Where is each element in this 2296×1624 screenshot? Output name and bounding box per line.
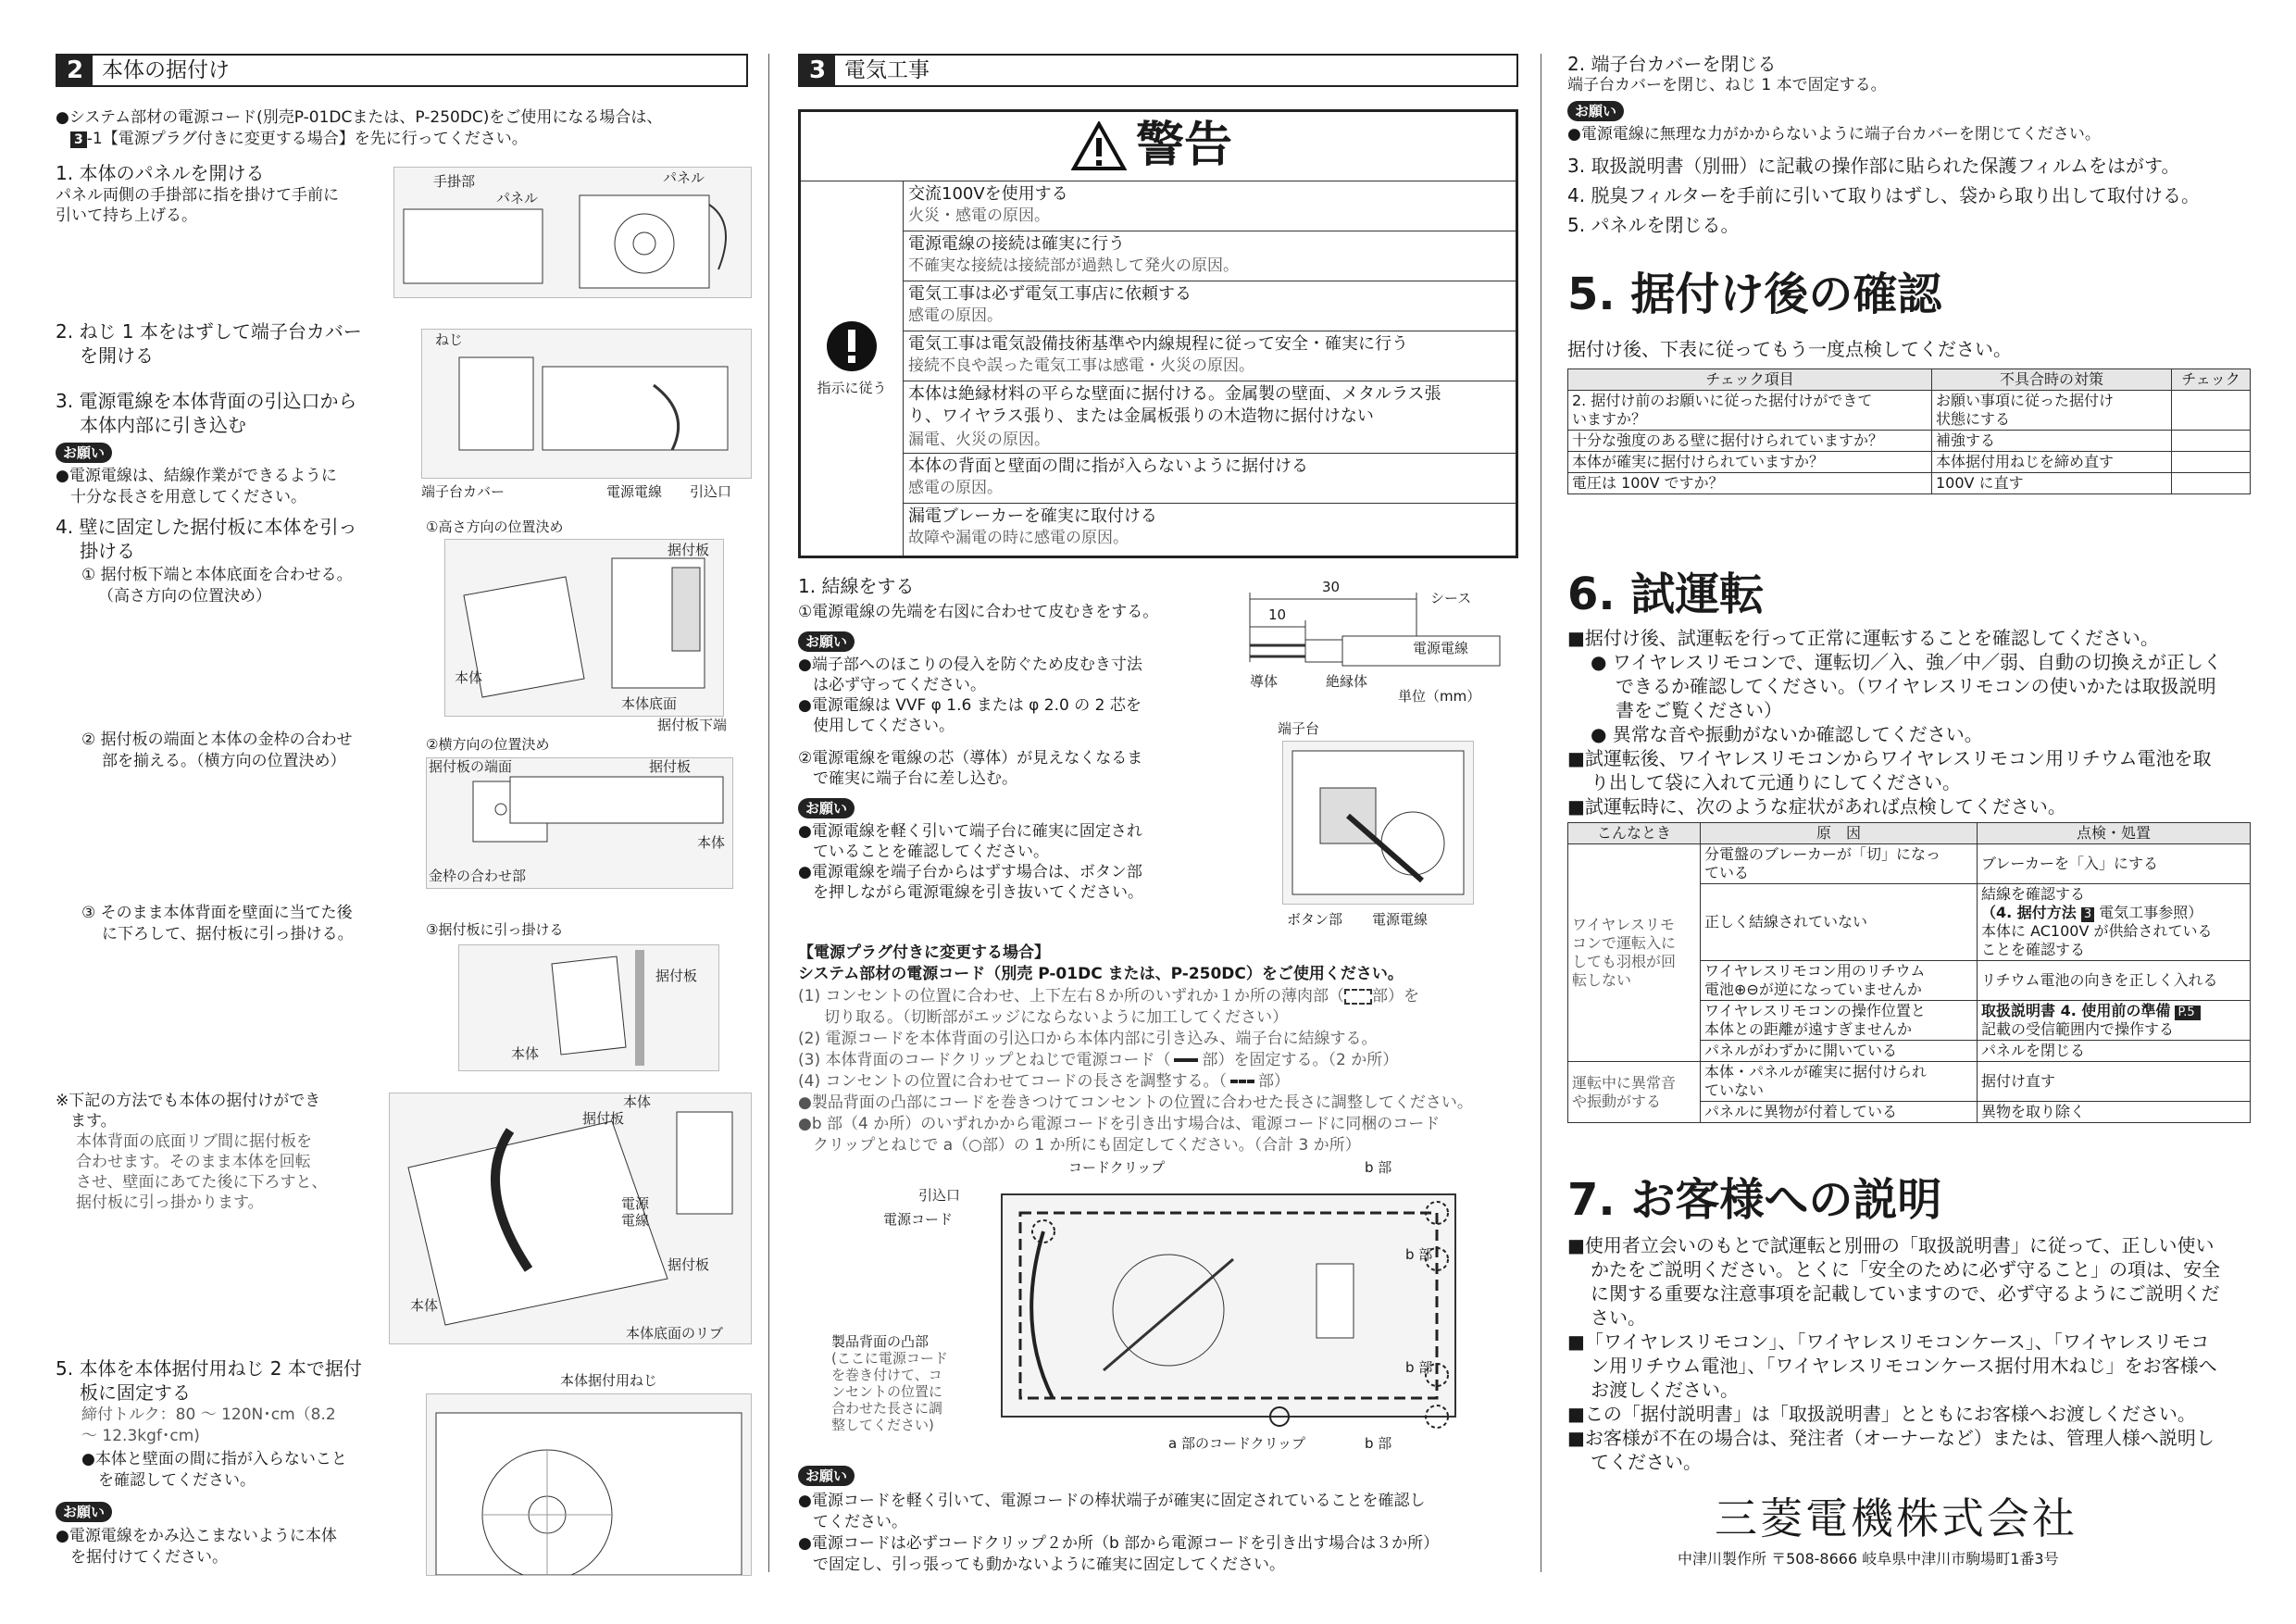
note-text: ていることを確認してください。 — [813, 843, 1049, 861]
alt-method: 合わせます。そのまま本体を回転 — [76, 1153, 311, 1171]
warning-sub: 漏電、火災の原因。 — [908, 431, 1050, 449]
company-address: 中津川製作所 〒508-8666 岐阜県中津川市駒場町1番3号 — [1678, 1550, 2059, 1568]
section-2-header — [56, 54, 748, 87]
test-run-text: ● ワイヤレスリモコンで、運転切／入、強／中／弱、自動の切換えが正しく — [1591, 651, 2223, 673]
cell-text: 転しない — [1572, 971, 1632, 989]
table-row — [1568, 1062, 2251, 1102]
warning-title: 警告 — [1136, 118, 1233, 173]
test-run-text: ■試運転後、ワイヤレスリモコンからワイヤレスリモコン用リチウム電池を取 — [1567, 747, 2212, 769]
figure-label: パネル — [496, 190, 539, 206]
note-text: ●電源電線に無理な力がかからないように端子台カバーを閉じてください。 — [1567, 125, 2101, 144]
explain-text: ■この「据付説明書」は「取扱説明書」とともにお客様へお渡しください。 — [1567, 1403, 2196, 1425]
figure-label: b 部 — [1405, 1246, 1433, 1263]
test-run-text: ■据付け後、試運転を行って正常に運転することを確認してください。 — [1567, 627, 2159, 649]
warning-main: り、ワイヤラス張り、または金属板張りの木造物に据付けない — [908, 406, 1374, 426]
wiring-step-b: ②電源電線を電線の芯（導体）が見えなくなるま — [798, 749, 1143, 768]
request-badge: お願い — [798, 631, 855, 652]
warning-main: 電気工事は電気設備技術基準や内線規程に従って安全・確実に行う — [908, 334, 1408, 354]
check-cell[interactable] — [2172, 452, 2251, 473]
cell-text: 記載の受信範囲内で操作する — [1981, 1020, 2175, 1038]
step-4-b: ② 据付板の端面と本体の金枠の合わせ — [81, 731, 353, 749]
figure-label: a 部のコードクリップ — [1168, 1435, 1306, 1452]
table-row — [1568, 473, 2251, 494]
figure-label: b 部 — [1365, 1435, 1392, 1452]
cell-text: や振動がする — [1572, 1092, 1662, 1110]
note-text: ●電源コードを軽く引いて、電源コードの棒状端子が確実に固定されていることを確認し — [798, 1492, 1426, 1510]
alt-install-illustration — [390, 1093, 751, 1343]
figure-hook — [458, 944, 719, 1071]
check-cell[interactable] — [2172, 473, 2251, 494]
cause-cell — [1701, 1062, 1978, 1102]
warning-sub: 感電の原因。 — [908, 479, 1003, 497]
figure-label: 電源 — [621, 1195, 650, 1212]
warning-main: 本体の背面と壁面の間に指が入らないように据付ける — [908, 456, 1308, 476]
step-4-c-2: に下ろして、据付板に引っ掛ける。 — [102, 925, 354, 943]
warning-row — [903, 231, 1516, 281]
section-5-intro: 据付け後、下表に従ってもう一度点検してください。 — [1567, 338, 2012, 360]
warning-main: 電源電線の接続は確実に行う — [908, 234, 1125, 254]
step-4-title: 4. 壁に固定した据付板に本体を引っ — [56, 516, 357, 538]
figure-side-align — [426, 757, 733, 889]
figure-label: 本体底面 — [621, 695, 678, 712]
fix-cell: 異物を取り除く — [1978, 1102, 2251, 1123]
figure-height-align — [444, 539, 724, 717]
plug-subtitle: システム部材の電源コード（別売 P-01DC または、P-250DC）をご使用ください。 — [798, 965, 1404, 983]
test-run-text: り出して袋に入れて元通りにしてください。 — [1591, 771, 1961, 793]
intro-line: ●システム部材の電源コード(別売P-01DCまたは、P-250DC)をご使用になる場合は、 — [56, 108, 663, 127]
unit-label: 単位（mm） — [1398, 688, 1481, 705]
note-text: ●電源電線は VVF φ 1.6 または φ 2.0 の 2 芯を — [798, 696, 1142, 715]
table-row — [1568, 391, 2251, 431]
cell-text: ている — [1704, 864, 1750, 881]
symptom-cell — [1568, 844, 1701, 1062]
table-cell: 十分な強度のある壁に据付けられていますか？ — [1568, 431, 1932, 452]
figure-label: b 部 — [1405, 1359, 1433, 1376]
ref-badge: 3 — [70, 131, 87, 148]
note-text: は必ず守ってください。 — [813, 676, 986, 694]
figure-label: b 部 — [1365, 1159, 1392, 1176]
cell-text: ことを確認する — [1981, 941, 2086, 958]
step-5-title-2: 板に固定する — [80, 1381, 191, 1404]
table-header: 原 因 — [1701, 823, 1978, 844]
figure-label: 据付板 — [668, 542, 710, 558]
wire-label: 絶縁体 — [1326, 673, 1368, 690]
plug-step-text: (2) 電源コードを本体背面の引込口から本体内部に引き込み、端子台に結線する。 — [798, 1030, 1378, 1048]
ref-badge: 3 — [2081, 907, 2094, 922]
figure-label: パネル — [663, 169, 705, 186]
dimension-label: 10 — [1268, 606, 1287, 623]
cell-text: ワイヤレスリモ — [1572, 916, 1675, 933]
note-text: ●電源電線をかみ込こまないように本体 — [56, 1527, 337, 1545]
note-text: を押しながら電源電線を引き抜いてください。 — [813, 883, 1143, 902]
alt-method: 据付板に引っ掛かります。 — [76, 1193, 264, 1212]
figure-label: 製品背面の凸部 — [831, 1333, 930, 1350]
note-text: ●電源電線を軽く引いて端子台に確実に固定され — [798, 822, 1142, 841]
cell-text: お願い事項に従った据付け — [1936, 392, 2115, 409]
figure-label: 電線 — [621, 1212, 650, 1229]
wire-label: シース — [1430, 590, 1472, 606]
fix-cell: 据付け直す — [1978, 1062, 2251, 1102]
warning-sub: 故障や漏電の時に感電の原因。 — [908, 529, 1129, 547]
table-header: 不具合時の対策 — [1932, 369, 2172, 391]
cause-cell: パネルに異物が付着している — [1701, 1102, 1978, 1123]
warning-main: 電気工事は必ず電気工事店に依頼する — [908, 284, 1192, 304]
step-1-body: パネル両側の手掛部に指を掛けて手前に — [56, 186, 339, 205]
post-install-check-table — [1567, 369, 2251, 494]
figure-terminal-block — [1282, 741, 1474, 905]
section-title: 電気工事 — [844, 58, 930, 82]
cell-text: 2. 据付け前のお願いに従った据付けができて — [1572, 392, 1873, 409]
note-text: を据付けてください。 — [70, 1548, 228, 1567]
note-text: ●端子部へのほこりの侵入を防ぐため皮むき寸法 — [798, 656, 1142, 674]
step-1-body-2: 引いて持ち上げる。 — [56, 206, 197, 225]
plug-step-text: クリップとねじで a（○部）の 1 か所にも固定してください。（合計 3 か所） — [813, 1136, 1361, 1155]
warning-row — [903, 331, 1516, 381]
company-name: 三菱電機株式会社 — [1715, 1493, 2078, 1543]
figure-label: 合わせた長さに調 — [831, 1400, 943, 1417]
torque-text: 締付トルク：80 ～ 120N･cm（8.2 — [81, 1405, 336, 1424]
step-4-b-2: 部を揃える。（横方向の位置決め） — [102, 752, 346, 770]
plug-step-1 — [798, 986, 1419, 1007]
table-cell: 電圧は 100V ですか？ — [1568, 473, 1932, 494]
note-text: ●電源電線は、結線作業ができるように — [56, 467, 337, 485]
figure-label: 端子台カバー — [421, 483, 505, 500]
figure-label: 手掛部 — [433, 173, 476, 190]
troubleshoot-table — [1567, 822, 2251, 1123]
section-7-title: 7. お客様への説明 — [1567, 1174, 1942, 1226]
figure-caption: ②横方向の位置決め — [426, 736, 550, 753]
note-text: 十分な長さを用意してください。 — [70, 488, 306, 506]
test-run-text: ● 異常な音や振動がないか確認してください。 — [1591, 723, 1983, 745]
step-5-close: 5. パネルを閉じる。 — [1567, 214, 1740, 236]
step-4-title-2: 掛ける — [80, 540, 135, 562]
hook-illustration — [459, 945, 718, 1070]
figure-caption: ③据付板に引っ掛ける — [426, 921, 564, 938]
request-badge: お願い — [1567, 101, 1624, 121]
step-5-title: 5. 本体を本体据付用ねじ 2 本で据付 — [56, 1357, 362, 1380]
cell-text: ワイヤレスリモコン用のリチウム — [1704, 962, 1926, 980]
request-badge: お願い — [798, 798, 855, 818]
step-4-a: ① 据付板下端と本体底面を合わせる。 — [81, 566, 353, 584]
screws-illustration — [427, 1394, 751, 1575]
warning-row — [903, 503, 1516, 554]
figure-caption: ①高さ方向の位置決め — [426, 518, 564, 535]
step-4-a-2: （高さ方向の位置決め） — [98, 587, 271, 606]
figure-label: 据付板 — [582, 1110, 625, 1127]
note-text: 使用してください。 — [813, 717, 955, 735]
fix-cell: パネルを閉じる — [1978, 1041, 2251, 1062]
table-row — [1568, 844, 2251, 884]
step-3-title: 3. 電源電線を本体背面の引込口から — [56, 390, 357, 412]
explain-text: さい。 — [1591, 1306, 1646, 1329]
cell-text: いますか？ — [1572, 410, 1647, 428]
cell-text: 状態にする — [1936, 410, 2011, 428]
figure-label: コードクリップ — [1068, 1159, 1166, 1176]
table-cell — [1932, 391, 2172, 431]
section-number: 2 — [57, 56, 93, 85]
figure-label: 本体底面のリブ — [626, 1325, 724, 1342]
figure-label: 電源コード — [883, 1211, 954, 1228]
cause-cell — [1701, 844, 1978, 884]
plug-step-text: (1) コンセントの位置に合わせ、上下左右８か所のいずれか１か所の薄肉部（ — [798, 987, 1344, 1006]
intro-text: -1【電源プラグ付きに変更する場合】を先に行ってください。 — [86, 130, 528, 148]
table-header: チェック項目 — [1568, 369, 1932, 391]
plug-step-text: ●製品背面の凸部にコードを巻きつけてコンセントの位置に合わせた長さに調整してください。 — [798, 1093, 1473, 1112]
dimension-label: 30 — [1322, 579, 1341, 595]
warning-box — [798, 109, 1518, 558]
plug-title: 【電源プラグ付きに変更する場合】 — [798, 943, 1050, 962]
alt-method: させ、壁面にあてた後に下ろすと、 — [76, 1173, 328, 1192]
warning-sub: 不確実な接続は接続部が過熱して発火の原因。 — [908, 256, 1239, 275]
explain-text: ン用リチウム電池」、「ワイヤレスリモコンケース据付用木ねじ」をお客様へ — [1591, 1355, 2217, 1377]
explain-text: に関する重要な注意事項を記載していますので、必ず守るようにご説明くだ — [1591, 1282, 2220, 1305]
table-cell: 本体据付用ねじを締め直す — [1932, 452, 2172, 473]
figure-label: ねじ — [435, 331, 464, 348]
cell-text: 結線を確認する — [1981, 885, 2086, 903]
figure-back-view — [798, 1157, 1518, 1458]
figure-label: 据付板下端 — [657, 717, 728, 733]
test-run-text: ■試運転時に、次のような症状があれば点検してください。 — [1567, 795, 2066, 818]
cause-cell — [1701, 961, 1978, 1001]
step-3-title-2: 本体内部に引き込む — [80, 414, 246, 436]
section-3-header — [798, 54, 1518, 87]
figure-label: 本体 — [410, 1297, 439, 1314]
figure-label: 整してください) — [831, 1417, 934, 1433]
explain-text: てください。 — [1591, 1451, 1702, 1473]
table-row — [1568, 452, 2251, 473]
note-text: ●電源コードは必ずコードクリップ２か所（b 部から電源コードを引き出す場合は３か所） — [798, 1534, 1440, 1553]
cause-cell — [1701, 1001, 1978, 1041]
check-cell[interactable] — [2172, 391, 2251, 431]
step-3-film: 3. 取扱説明書（別冊）に記載の操作部に貼られた保護フィルムをはがす。 — [1567, 155, 2180, 177]
alt-method: ※下記の方法でも本体の据付けができ — [56, 1092, 321, 1110]
figure-label: 据付板 — [655, 968, 698, 984]
figure-label: 引込口 — [690, 483, 732, 500]
section-5-title: 5. 据付け後の確認 — [1567, 269, 1942, 320]
cause-cell: パネルがわずかに開いている — [1701, 1041, 1978, 1062]
warning-row — [903, 453, 1516, 504]
warning-row — [903, 281, 1516, 331]
step-2-close-title: 2. 端子台カバーを閉じる — [1567, 53, 1777, 75]
figure-label: 金枠の合わせ部 — [429, 868, 527, 884]
step-2-close-body: 端子台カバーを閉じ、ねじ 1 本で固定する。 — [1567, 76, 1887, 94]
warning-header — [801, 112, 1516, 181]
thin-part-symbol — [1344, 989, 1372, 1005]
test-run-text: 書をご覧ください） — [1616, 699, 1782, 721]
cell-text: ていない — [1704, 1081, 1765, 1099]
warning-triangle-icon — [1071, 121, 1127, 171]
warning-sub: 感電の原因。 — [908, 306, 1003, 325]
figure-panel-open — [393, 167, 752, 298]
alt-method: 本体背面の底面リブ間に据付板を — [76, 1132, 312, 1151]
fix-cell — [1978, 1001, 2251, 1041]
plug-step-text: 部）を — [1371, 987, 1419, 1006]
warning-sub: 接続不良や誤った電気工事は感電・火災の原因。 — [908, 356, 1254, 375]
warning-main: 交流100Vを使用する — [908, 184, 1068, 204]
test-run-text: できるか確認してください。（ワイヤレスリモコンの使いかたは取扱説明 — [1616, 675, 2216, 697]
terminal-illustration — [422, 330, 751, 478]
fix-cell: ブレーカーを「入」にする — [1978, 844, 2251, 884]
cell-text: 電気工事参照） — [2099, 904, 2203, 921]
figure-screws — [426, 1393, 752, 1576]
warning-icon-label: 指示に従う — [817, 380, 887, 396]
plug-step-text: ●b 部（4 か所）のいずれかから電源コードを引き出す場合は、電源コードに同梱のコード — [798, 1115, 1441, 1133]
cell-text: 分電盤のブレーカーが「切」になっ — [1704, 845, 1941, 863]
cell-text: 本体・パネルが確実に据付けられ — [1704, 1063, 1928, 1081]
figure-label: を巻き付けて、コ — [831, 1367, 942, 1383]
solid-line-symbol — [1174, 1058, 1198, 1062]
figure-label: 本体 — [697, 834, 726, 851]
figure-label: 本体据付用ねじ — [560, 1372, 658, 1389]
plug-step-text: 切り取る。（切断部がエッジにならないように加工してください） — [824, 1008, 1289, 1027]
page-ref-badge: P.5 — [2175, 1006, 2200, 1020]
figure-label: 端子台 — [1278, 720, 1320, 737]
table-header: こんなとき — [1568, 823, 1701, 844]
alt-method: ます。 — [70, 1112, 117, 1131]
request-badge: お願い — [798, 1466, 855, 1486]
figure-label: 本体 — [455, 669, 483, 686]
request-badge: お願い — [56, 1502, 112, 1522]
figure-label: ンセントの位置に — [831, 1383, 943, 1400]
note-text: ●電源電線を端子台からはずす場合は、ボタン部 — [798, 863, 1142, 881]
plug-step-text: 部） — [1257, 1072, 1290, 1091]
wiring-step-a: ①電源電線の先端を右図に合わせて皮むきをする。 — [798, 603, 1159, 621]
explain-text: かたをご説明ください。とくに「安全のために必ず守ること」の項は、安全 — [1591, 1258, 2220, 1280]
terminal-block-illustration — [1283, 742, 1473, 904]
intro-line-2 — [70, 129, 528, 150]
warning-sub: 火災・感電の原因。 — [908, 206, 1050, 225]
cell-text: ワイヤレスリモコンの操作位置と — [1704, 1002, 1926, 1019]
check-cell[interactable] — [2172, 431, 2251, 452]
step-4-filter: 4. 脱臭フィルターを手前に引いて取りはずし、袋から取り出して取付ける。 — [1567, 184, 2201, 206]
step-5-note: を確認してください。 — [98, 1471, 256, 1490]
step-4-c: ③ そのまま本体背面を壁面に当てた後 — [81, 904, 353, 922]
cell-ref — [1981, 1002, 2246, 1020]
figure-label: 本体 — [623, 1093, 652, 1110]
warning-row — [903, 181, 1516, 231]
cell-ref — [1981, 904, 2246, 922]
figure-label: 引込口 — [918, 1187, 961, 1204]
torque-text: ～ 12.3kgf･cm) — [81, 1427, 200, 1445]
plug-step-text: (3) 本体背面のコードクリップとねじで電源コード（ — [798, 1051, 1171, 1069]
cell-text: 取扱説明書 4. 使用前の準備 — [1981, 1002, 2171, 1019]
table-cell: 本体が確実に据付けられていますか？ — [1568, 452, 1932, 473]
figure-label: 据付板 — [649, 758, 692, 775]
note-text: てください。 — [813, 1513, 907, 1531]
fix-cell — [1978, 884, 2251, 961]
wiring-step-b-2: で確実に端子台に差し込む。 — [813, 769, 1017, 788]
column-divider-1 — [768, 54, 769, 1572]
cell-text: 運転中に異常音 — [1572, 1073, 1677, 1092]
section-6-title: 6. 試運転 — [1567, 568, 1765, 620]
wiring-title: 1. 結線をする — [798, 575, 915, 597]
figure-label: 据付板 — [668, 1256, 710, 1273]
wire-strip-diagram — [1241, 579, 1509, 708]
section-number: 3 — [800, 56, 835, 85]
step-2-title: 2. ねじ 1 本をはずして端子台カバー — [56, 320, 362, 343]
request-badge: お願い — [56, 443, 112, 463]
height-align-illustration — [445, 540, 723, 716]
cell-text: 本体に AC100V が供給されている — [1981, 922, 2213, 940]
cause-cell: 正しく結線されていない — [1701, 884, 1978, 961]
dashed-line-symbol — [1230, 1080, 1254, 1083]
cell-text: 本体との距離が遠すぎませんか — [1704, 1020, 1913, 1038]
warning-main: 漏電ブレーカーを確実に取付ける — [908, 506, 1157, 526]
explain-text: ■お客様が不在の場合は、発注者（オーナーなど）または、管理人様へ説明し — [1567, 1427, 2215, 1449]
figure-label: 電源電線 — [606, 483, 663, 500]
table-cell: 100V に直す — [1932, 473, 2172, 494]
figure-terminal-cover — [421, 329, 752, 479]
figure-alt-install — [389, 1093, 752, 1344]
table-cell — [1568, 391, 1932, 431]
table-header: チェック — [2172, 369, 2251, 391]
plug-step-3 — [798, 1050, 1398, 1071]
wire-label: 電源電線 — [1413, 640, 1469, 656]
plug-step-text: 部）を固定する。（2 か所） — [1202, 1051, 1399, 1069]
step-5-note: ●本体と壁面の間に指が入らないこと — [81, 1450, 347, 1468]
warning-main: 本体は絶縁材料の平らな壁面に据付ける。金属製の壁面、メタルラス張 — [908, 384, 1441, 404]
symptom-cell — [1568, 1062, 1701, 1123]
figure-label: (ここに電源コード — [831, 1350, 948, 1367]
warning-icon-cell — [801, 181, 904, 556]
cell-text: しても羽根が回 — [1572, 953, 1677, 970]
table-row — [1568, 431, 2251, 452]
mandatory-instruction-icon — [826, 320, 878, 372]
warning-row — [903, 381, 1516, 454]
table-header: 点検・処置 — [1978, 823, 2251, 844]
step-1-title: 1. 本体のパネルを開ける — [56, 162, 265, 184]
plug-step-text: (4) コンセントの位置に合わせてコードの長さを調整する。（ — [798, 1072, 1227, 1091]
figure-label: ボタン部 — [1287, 911, 1343, 928]
explain-text: ■使用者立会いのもとで試運転と別冊の「取扱説明書」に従って、正しい使い — [1567, 1234, 2215, 1256]
cell-text: （4. 据付方法 — [1981, 904, 2077, 921]
cell-text: コンで運転入に — [1572, 934, 1677, 952]
wire-label: 導体 — [1250, 673, 1279, 690]
figure-label: 本体 — [511, 1045, 540, 1062]
explain-text: ■「ワイヤレスリモコン」、「ワイヤレスリモコンケース」、「ワイヤレスリモコ — [1567, 1330, 2210, 1353]
note-text: で固定し、引っ張っても動かないように確実に固定してください。 — [813, 1555, 1285, 1574]
step-2-title-2: を開ける — [80, 344, 154, 367]
table-cell: 補強する — [1932, 431, 2172, 452]
figure-label: 据付板の端面 — [429, 758, 513, 775]
cell-text: 電池⊕⊖が逆になっていませんか — [1704, 981, 1922, 998]
plug-step-4 — [798, 1071, 1290, 1093]
explain-text: お渡しください。 — [1591, 1379, 1739, 1401]
figure-label: 電源電線 — [1372, 911, 1429, 928]
fix-cell: リチウム電池の向きを正しく入れる — [1978, 961, 2251, 1001]
section-title: 本体の据付け — [102, 58, 230, 82]
